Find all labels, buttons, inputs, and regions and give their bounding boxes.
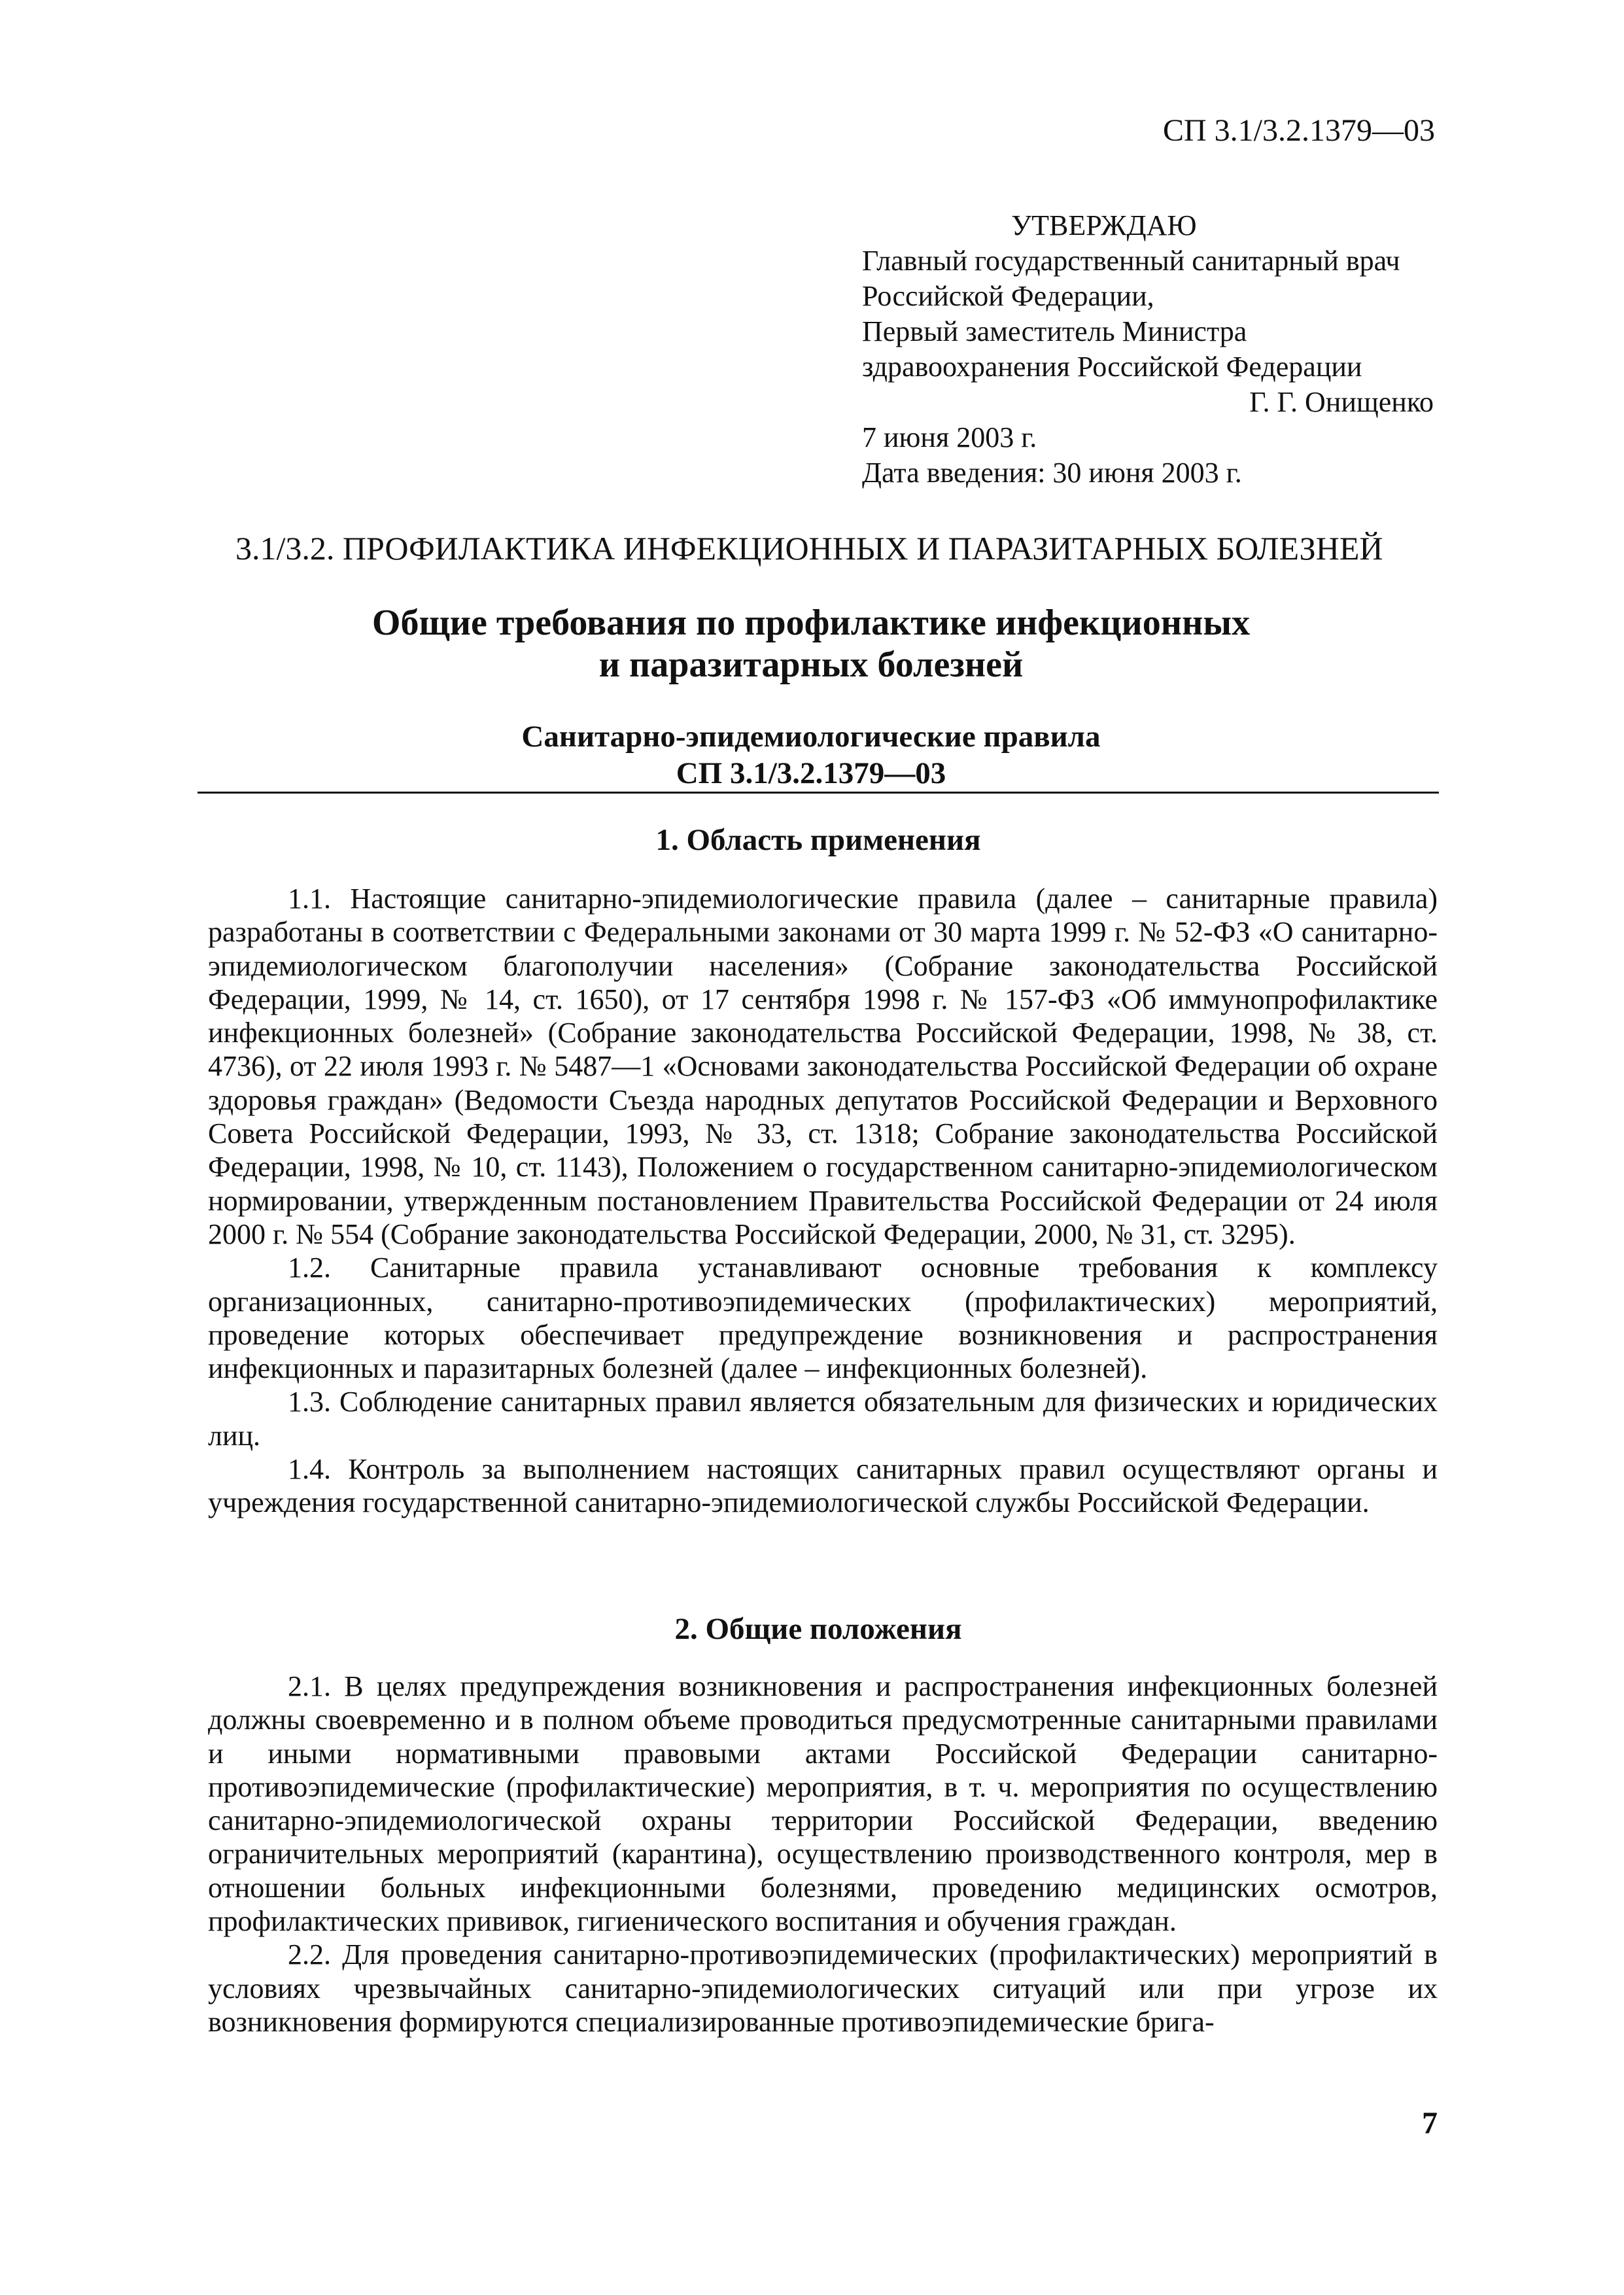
rules-code: СП 3.1/3.2.1379—03 — [676, 756, 946, 790]
effective-date: Дата введения: 30 июня 2003 г. — [862, 457, 1242, 489]
document-title — [196, 602, 1426, 686]
section-heading: 1. Область применения — [655, 823, 981, 857]
rules-type: Санитарно-эпидемиологические правила — [521, 720, 1101, 754]
rules-designation — [196, 718, 1426, 792]
section-body — [208, 1670, 1438, 2039]
document-code: СП 3.1/3.2.1379—03 — [1162, 113, 1435, 148]
section-header: 3.1/3.2. ПРОФИЛАКТИКА ИНФЕКЦИОННЫХ И ПАРАЗИТАРНЫХ БОЛЕЗНЕЙ — [235, 530, 1383, 567]
approval-block — [862, 208, 1438, 491]
title-line: и паразитарных болезней — [598, 644, 1024, 685]
paragraph: 1.4. Контроль за выполнением настоящих санитарных правил осуществляют органы и учреждения государственной санитарно-эпидемиологической службы Российской Федерации. — [208, 1453, 1438, 1519]
section-heading: 2. Общие положения — [674, 1612, 962, 1646]
page-number: 7 — [1422, 2106, 1438, 2141]
title-line: Общие требования по профилактике инфекционных — [371, 603, 1251, 643]
approver-name: Г. Г. Онищенко — [1249, 386, 1434, 418]
paragraph: 2.1. В целях предупреждения возникновения и распространения инфекционных болезней должны своевременно и в полном объеме проводиться предусмотренные санитарными правилами и иными нормативными правовыми актами Российской Федерации санитарно-противоэпидемические (профилактические) мероприятия, в т. ч. мероприятия по осуществлению санитарно-эпидемиологической охраны территории Российской Федерации, введению ограничительных мероприятий (карантина), осуществлению производственного контроля, мер в отношении больных инфекционными болезнями, проведению медицинских осмотров, профилактических прививок, гигиенического воспитания и обучения граждан. — [208, 1670, 1438, 1938]
paragraph: 2.2. Для проведения санитарно-противоэпидемических (профилактических) мероприятий в условиях чрезвычайных санитарно-эпидемиологических ситуаций или при угрозе их возникновения формируются специализированные противоэпидемические брига- — [208, 1938, 1438, 2038]
paragraph: 1.3. Соблюдение санитарных правил является обязательным для физических и юридических лиц. — [208, 1386, 1438, 1452]
approver-position-line: Российской Федерации, — [862, 280, 1154, 312]
approve-label: УТВЕРЖДАЮ — [1011, 209, 1197, 241]
approval-date: 7 июня 2003 г. — [862, 421, 1037, 453]
approver-position-line: здравоохранения Российской Федерации — [862, 351, 1362, 383]
paragraph: 1.1. Настоящие санитарно-эпидемиологические правила (далее – санитарные правила) разработаны в соответствии с Федеральными законами от 30 марта 1999 г. № 52-ФЗ «О санитарно-эпидемиологическом благополучии населения» (Собрание законодательства Российской Федерации, 1999, № 14, ст. 1650), от 17 сентября 1998 г. № 157-ФЗ «Об иммунопрофилактике инфекционных болезней» (Собрание законодательства Российской Федерации, 1998, № 38, ст. 4736), от 22 июля 1993 г. № 5487—1 «Основами законодательства Российской Федерации об охране здоровья граждан» (Ведомости Съезда народных депутатов Российской Федерации и Верховного Совета Российской Федерации, 1993, № 33, ст. 1318; Собрание законодательства Российской Федерации, 1998, № 10, ст. 1143), Положением о государственном санитарно-эпидемиологическом нормировании, утвержденным постановлением Правительства Российской Федерации от 24 июля 2000 г. № 554 (Собрание законодательства Российской Федерации, 2000, № 31, ст. 3295). — [208, 883, 1438, 1250]
paragraph: 1.2. Санитарные правила устанавливают основные требования к комплексу организационных, санитарно-противоэпидемических (профилактических) мероприятий, проведение которых обеспечивает предупреждение возникновения и распространения инфекционных и паразитарных болезней (далее – инфекционных болезней). — [208, 1252, 1438, 1385]
approver-position-line: Первый заместитель Министра — [862, 315, 1247, 347]
section-body — [208, 882, 1438, 1520]
approver-position-line: Главный государственный санитарный врач — [862, 245, 1400, 277]
horizontal-rule — [198, 792, 1439, 794]
